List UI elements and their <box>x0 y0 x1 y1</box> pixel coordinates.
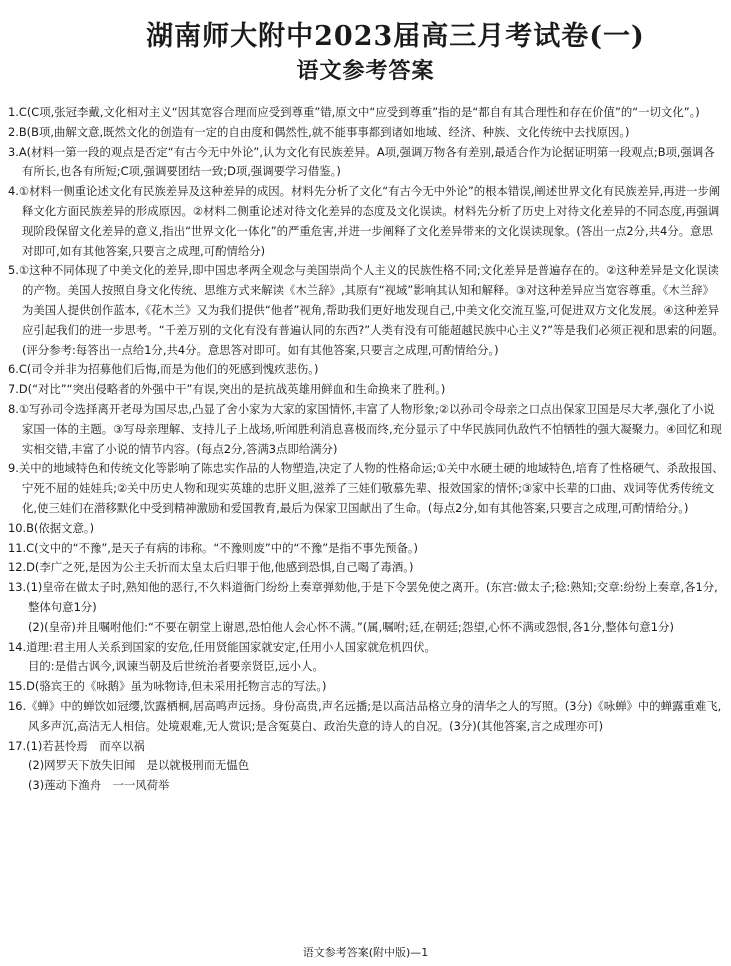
answer-12: 12.D(李广之死,是因为公主夭折而太皇太后归罪于他,他感到恐惧,自己喝了毒酒。) <box>8 560 414 575</box>
answer-13-number: 13. <box>8 580 27 595</box>
answer-13-part-1: (1)皇帝在做太子时,熟知他的恶行,不久料道衙门纷纷上奏章弹劾他,于是下令罢免使之离开。(东宫:做太子;稔:熟知;交章:纷纷上奏章,各1分,整体句意1分) <box>26 580 718 614</box>
answer-13-part-2: (2)(皇帝)并且嘱咐他们:“不要在朝堂上谢恩,恐怕他人会心怀不满。”(属,嘱咐;廷,在朝廷;怨望,心怀不满或怨恨,各1分,整体句意1分) <box>28 619 674 634</box>
answer-15: 15.D(骆宾王的《咏鹅》虽为咏物诗,但未采用托物言志的写法。) <box>8 679 327 694</box>
answer-16: 16.《蝉》中的蝉饮如冠缨,饮露栖桐,居高鸣声远扬。身份高贵,声名远播;是以高洁品格立身的清华之人的写照。(3分)《咏蝉》中的蝉露重难飞,风多声沉,高洁无人相信。处境艰难,无人赏识;是含冤莫白、政治失意的诗人的自况。(3分)(其他答案,言之成理亦可) <box>8 698 722 733</box>
answer-17-line-2: (2)网罗天下放失旧闻 是以就极刑而无愠色 <box>28 758 250 773</box>
answer-4: 4.①材料一侧重论述文化有民族差异及这种差异的成因。材料先分析了文化“有古今无中外论”的根本错误,阐述世界文化有民族差异,再进一步阐释文化方面民族差异的形成原因。②材料二侧重论述对待文化差异的态度及文化误读。材料先分析了历史上对待文化差异的不同态度,再强调现阶段保留文化差异的意义,指出“世界文化一体化”的严重危害,并进一步阐释了文化差异带来的文化误读现象。(答出一点2分,共4分。意思对即可,如有其他答案,只要言之成理,可酌情给分) <box>8 184 721 258</box>
answer-10: 10.B(依据文意。) <box>8 520 95 535</box>
answer-17-line-1: (1)若甚怜焉 而卒以祸 <box>26 738 145 753</box>
answer-14 <box>8 638 724 678</box>
answer-5: 5.①这种不同体现了中美文化的差异,即中国忠孝两全观念与美国崇尚个人主义的民族性格不同;文化差异是普遍存在的。②这种差异是文化误读的产物。美国人按照自身文化传统、思维方式来解读《木兰辞》,其原有“视域”影响其认知和解释。③对这种差异应当宽容尊重。《木兰辞》为美国人提供创作蓝本,《花木兰》又为我们提供“他者”视角,帮助我们更好地发现自己,中美文化交流互鉴,可促进双方文化发展。④这种差异应引起我们的进一步思考。“千差万别的文化有没有普遍认同的东西?”人类有没有可能超越民族中心主义?”等是我们必须正视和思索的问题。(评分参考:每答出一点给1分,共4分。意思答对即可。如有其他答案,只要言之成理,可酌情给分。) <box>8 263 724 357</box>
answer-14-purpose: 目的:是借古讽今,讽谏当朝及后世统治者要亲贤臣,远小人。 <box>28 659 324 674</box>
answer-13 <box>8 578 724 637</box>
page-title: 湖南师大附中2023届高三月考试卷(一) <box>146 21 645 52</box>
page-footer: 语文参考答案(附中版)—1 <box>302 946 429 959</box>
answer-17-number: 17. <box>8 738 27 753</box>
answer-9: 9.关中的地域特色和传统文化等影响了陈忠实作品的人物塑造,决定了人物的性格命运;①关中水硬土硬的地域特色,培育了性格硬气、杀敌报国、宁死不屈的娃娃兵;②关中历史人物和现实英雄的忠肝义胆,滋养了三娃们敬慕先辈、报效国家的情怀;③家中长辈的口曲、戏词等优秀传统文化,使三娃们在潜移默化中受到精神激励和爱国教育,最后为保家卫国献出了生命。(每点2分,如有其他答案,只要言之成理,可酌情给分。) <box>8 461 724 515</box>
page-subtitle: 语文参考答案 <box>296 59 435 84</box>
answer-3: 3.A(材料一第一段的观点是否定“有古今无中外论”,认为文化有民族差异。A项,强调万物各有差别,最适合作为论据证明第一段观点;B项,强调各有所长,也各有所短;C项,强调要团结一致;D项,强调要学习借鉴。) <box>8 144 715 179</box>
answer-1: 1.C(C项,张冠李戴,文化相对主义“因其宽容合理而应受到尊重”错,原文中“应受到尊重”指的是“都自有其合理性和存在价值”的“一切文化”。) <box>8 105 700 119</box>
answer-11: 11.C(文中的“不豫”,是天子有病的讳称。“不豫则废”中的“不豫”是指不事先预备。) <box>8 540 419 555</box>
answer-8: 8.①写孙司令选择离开老母为国尽忠,凸显了舍小家为大家的家国情怀,丰富了人物形象;②以孙司令母亲之口点出保家卫国是尽大孝,强化了小说家国一体的主题。③写母亲理解、支持儿子上战场,听闻胜利消息喜极而终,充分显示了中华民族同仇敌忾不怕牺牲的强大凝聚力。④回忆和现实相交错,丰富了小说的情节内容。(每点2分,答满3点即给满分) <box>8 401 722 456</box>
answer-2: 2.B(B项,曲解文意,既然文化的创造有一定的自由度和偶然性,就不能事事都到诸如地域、经济、种族、文化传统中去找原因。) <box>8 124 630 139</box>
answer-list <box>8 103 724 796</box>
answer-14-reason: 14.道理:君主用人关系到国家的安危,任用贤能国家就安定,任用小人国家就危机四伏。 <box>8 639 436 654</box>
answer-7: 7.D(“对比”“突出侵略者的外强中干”有误,突出的是抗战英雄用鲜血和生命换来了胜利。) <box>8 382 446 397</box>
answer-6: 6.C(司令并非为招募他们后悔,而是为他们的死感到愧疚悲伤。) <box>8 362 319 377</box>
answer-17 <box>8 737 724 796</box>
answer-17-line-3: (3)莲动下渔舟 一一风荷举 <box>28 778 170 793</box>
